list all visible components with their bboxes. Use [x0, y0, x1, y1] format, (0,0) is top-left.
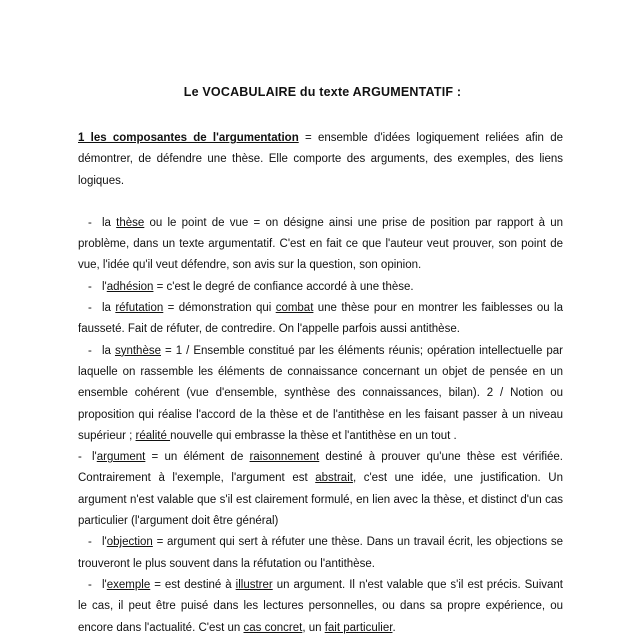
exemple-term: exemple [106, 578, 151, 591]
document-title: Le VOCABULAIRE du texte ARGUMENTATIF : [183, 85, 462, 99]
document-page [78, 84, 563, 639]
objection-paragraph: - l'objection = argument qui sert à réfuter une thèse. Dans un travail écrit, les objections se trouveront le plus souvent dans la réfutation ou l'antithèse. [78, 536, 563, 570]
realite-term: réalité [135, 429, 171, 442]
section-1-heading: 1 les composantes de l'argumentation [78, 132, 299, 144]
argument-term: argument [96, 451, 146, 464]
adhesion-paragraph: - l'adhésion = c'est le degré de confiance accordé à une thèse. [88, 280, 414, 293]
objection-term: objection [106, 536, 153, 549]
combat-term: combat [275, 302, 314, 315]
cas-concret-term: cas concret [243, 621, 303, 634]
these-paragraph: - la thèse ou le point de vue = on désigne ainsi une prise de position par rapport à un problème, dans un texte argumentatif. C'est en fait ce que l'auteur veut prouver, son point de vue, l'idée qu'il veut défendre, son avis sur la question, son opinion. [78, 216, 563, 272]
section-1-paragraph [78, 128, 563, 192]
exemple-paragraph: - l'exemple = est destiné à illustrer un argument. Il n'est valable que s'il est précis. Suivant le cas, il peut être puisé dans les lectures personnelles, ou dans sa propre expérience, ou encore dans l'actualité. C'est un cas concret, un fait particulier. [78, 578, 563, 634]
these-term: thèse [116, 216, 145, 229]
illustrer-term: illustrer [235, 578, 273, 591]
synthese-paragraph: - la synthèse = 1 / Ensemble constitué par les éléments réunis; opération intellectuelle par laquelle on rassemble les éléments de connaissance concernant un objet de pensée en un ensemble cohérent (vue d'ensemble, synthèse des connaissances, bilan). 2 / Notion ou proposition qui réalise l'accord de la thèse et de l'antithèse en les faisant passer à un niveau supérieur ; réalité nouvelle qui embrasse la thèse et l'antithèse en un tout . [78, 344, 563, 442]
abstrait-term: abstrait [315, 472, 353, 485]
synthese-term: synthèse [114, 344, 161, 357]
raisonnement-term: raisonnement [249, 451, 320, 464]
argument-paragraph: - l'argument = un élément de raisonnement destiné à prouver qu'une thèse est vérifiée. Contrairement à l'exemple, l'argument est abstrait, c'est une idée, une justification. Un argument n'est valable que s'il est clairement formulé, en lien avec la thèse, et distinct d'un cas particulier (l'argument doit être général) [78, 451, 563, 528]
spacer [78, 192, 563, 213]
refutation-term: réfutation [115, 302, 164, 315]
adhesion-term: adhésion [106, 280, 154, 293]
refutation-paragraph: - la réfutation = démonstration qui combat une thèse pour en montrer les faiblesses ou la fausseté. Fait de réfuter, de contredire. On l'appelle parfois aussi antithèse. [78, 302, 564, 336]
fait-particulier-term: fait particulier [324, 621, 393, 634]
section-1-text: = ensemble d'idées logiquement reliées afin de démontrer, de défendre une thèse. Elle comporte des arguments, des exemples, des liens logiques. [78, 132, 563, 187]
